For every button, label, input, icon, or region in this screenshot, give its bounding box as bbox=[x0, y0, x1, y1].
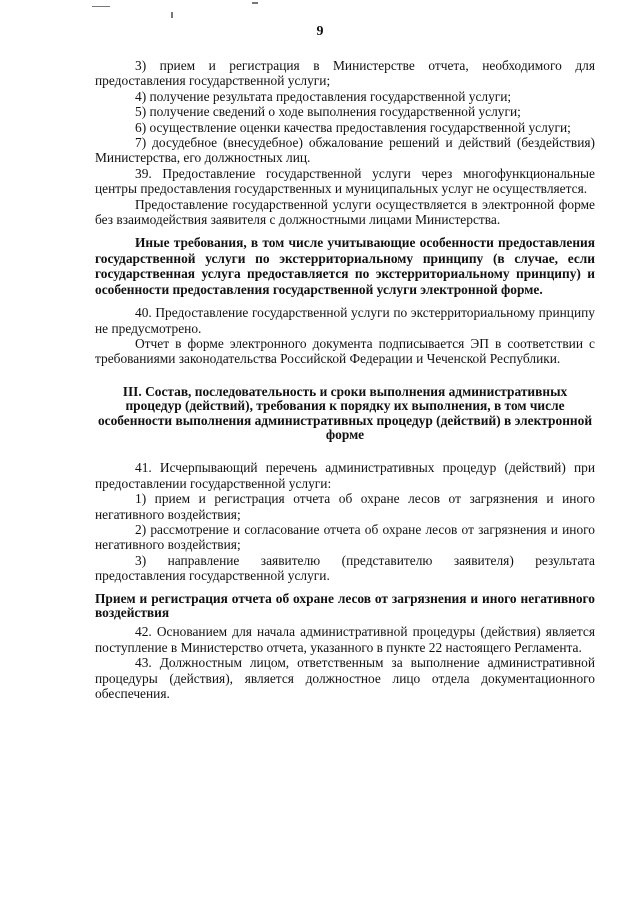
requirements-heading: Иные требования, в том числе учитывающие особенности предоставления государственной услуги по экстерриториальному принципу (в случае, если государственная услуга предоставляется по экстерриториальному принципу) и особенности предоставления государственной услуги электронной форме. bbox=[95, 235, 595, 297]
list-item: 4) получение результата предоставления государственной услуги; bbox=[135, 88, 512, 104]
paragraph: Предоставление государственной услуги осуществляется в электронной форме без взаимодействия заявителя с должностными лицами Министерства. bbox=[95, 196, 595, 228]
section-heading: III. Состав, последовательность и сроки выполнения административных процедур (действий), требования к порядку их выполнения, в том числе особенности выполнения административных процедур (действий) в электронной форме bbox=[97, 383, 593, 442]
paragraph-42: 42. Основанием для начала административной процедуры (действия) является поступление в Министерство отчета, указанного в пункте 22 настоящего Регламента. bbox=[95, 624, 595, 655]
document-body bbox=[95, 58, 595, 701]
paragraph: Отчет в форме электронного документа подписывается ЭП в соответствии с требованиями законодательства Российской Федерации и Чеченской Республики. bbox=[95, 335, 595, 367]
list-item: 3) направление заявителю (представителю заявителя) результата предоставления государственной услуги. bbox=[95, 552, 595, 584]
list-item: 3) прием и регистрация в Министерстве отчета, необходимого для предоставления государственной услуги; bbox=[95, 58, 595, 89]
subheading: Прием и регистрация отчета об охране лесов от загрязнения и иного негативного воздействия bbox=[95, 590, 595, 620]
scan-artifact bbox=[252, 2, 258, 4]
list-item: 2) рассмотрение и согласование отчета об охране лесов от загрязнения и иного негативного воздействия; bbox=[95, 521, 595, 553]
paragraph-43: 43. Должностным лицом, ответственным за выполнение административной процедуры (действия), является должностное лицо отдела документационного обеспечения. bbox=[95, 655, 595, 702]
paragraph-40: 40. Предоставление государственной услуги по экстерриториальному принципу не предусмотрено. bbox=[95, 305, 595, 336]
scan-artifact bbox=[92, 6, 110, 7]
list-item: 6) осуществление оценки качества предоставления государственной услуги; bbox=[135, 119, 571, 135]
page-number: 9 bbox=[316, 24, 324, 39]
list-item: 1) прием и регистрация отчета об охране лесов от загрязнения и иного негативного воздействия; bbox=[95, 491, 595, 522]
scan-artifact bbox=[171, 12, 173, 18]
paragraph-39: 39. Предоставление государственной услуги через многофункциональные центры предоставления государственных и муниципальных услуг не осуществляется. bbox=[95, 165, 595, 197]
paragraph-41: 41. Исчерпывающий перечень административных процедур (действий) при предоставлении государственной услуги: bbox=[95, 460, 595, 491]
list-item: 7) досудебное (внесудебное) обжалование решений и действий (бездействия) Министерства, его должностных лиц. bbox=[95, 135, 595, 166]
list-item: 5) получение сведений о ходе выполнения государственной услуги; bbox=[135, 104, 521, 120]
